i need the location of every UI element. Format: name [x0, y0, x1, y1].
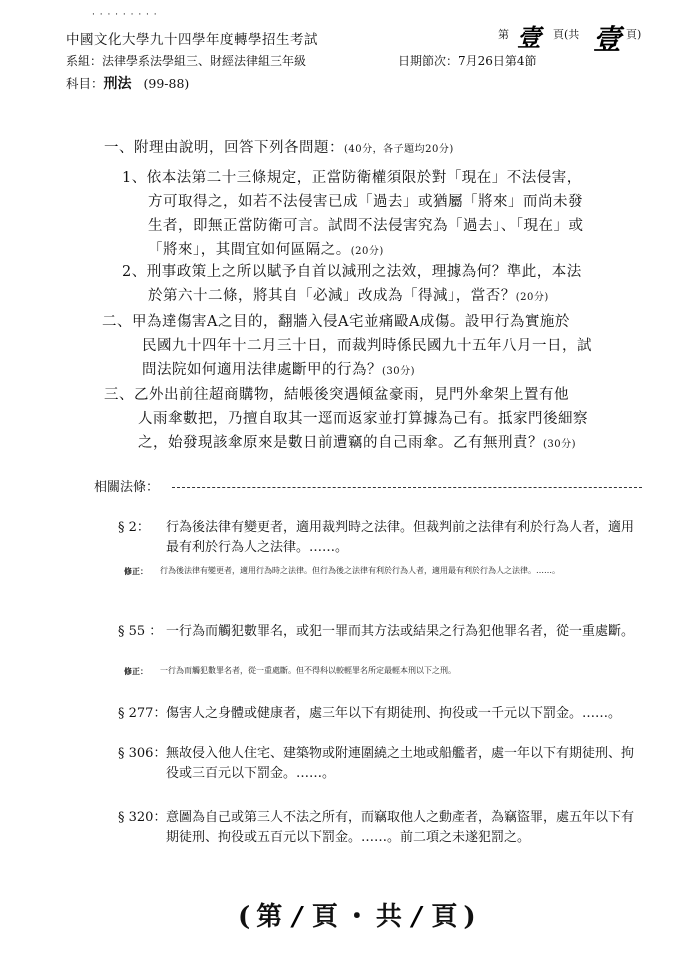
rev-55-text: 一行為而觸犯數罪名者，從一重處斷。但不得科以較輕罪名所定最輕本刑以下之刑。: [160, 666, 456, 675]
subject-code: (99-88): [143, 76, 190, 91]
s2-points: (30分): [382, 366, 416, 377]
page-number-handwritten: 壹: [517, 23, 541, 52]
q1-points: (20分): [350, 246, 384, 257]
rev-2-text: 行為後法律有變更者，適用行為時之法律。但行為後之法律有利於行為人者，適用最有利於行為人之法律。……。: [160, 566, 560, 575]
q1-line-4: 「將來」，其間宜如何區隔之。: [148, 242, 351, 258]
s3-points: (30分): [543, 439, 577, 450]
footer-open: (第: [238, 902, 289, 932]
section-one-points: (40分，各子題均20分): [344, 144, 454, 155]
page-label-ye-end: 頁): [626, 28, 642, 41]
footer-close: 頁): [431, 902, 482, 932]
s3-line-2: 人雨傘數把，乃擅自取其一逕而返家並打算據為己有。抵家門後細察: [138, 411, 588, 427]
laws-divider: [172, 487, 642, 488]
subject-label: 科目：: [66, 76, 104, 91]
subject-line: [66, 73, 189, 93]
s3-line-3: 之，始發現該傘原來是數日前遭竊的自己雨傘。乙有無刑責？: [138, 435, 543, 451]
q1-line-2: 方可取得之，如若不法侵害已成「過去」或猶屬「將來」而尚未發: [148, 194, 583, 210]
section-one-heading-text: 一、附理由說明，回答下列各問題：: [104, 140, 344, 156]
footer-mid: 頁・共: [311, 902, 408, 932]
q2-points: (20分): [515, 292, 549, 303]
section-two: [102, 310, 642, 384]
footer-total-handwritten: /: [411, 902, 428, 932]
s3-line-1: 三、乙外出前往超商購物，結帳後突遇傾盆豪雨，見門外傘架上置有他: [104, 387, 569, 403]
law-55-text: 一行為而觸犯數罪名，或犯一罪而其方法或結果之行為犯他罪名者，從一重處斷。: [166, 624, 635, 639]
department-line: 系組：法律學系法學組三、財經法律組三年級: [66, 54, 307, 68]
law-320-text: 意圖為自己或第三人不法之所有，而竊取他人之動產者，為竊盜罪，處五年以下有期徒刑、拘役或五百元以下罰金。……。前二項之未遂犯罰之。: [166, 810, 635, 845]
section-three: [104, 383, 644, 457]
q2-line-1: 2、刑事政策上之所以賦予自首以減刑之法效，理據為何？準此，本法: [122, 264, 582, 280]
question-1-2: [122, 260, 642, 310]
header-dots: · · · · · · · · ·: [92, 10, 158, 20]
law-2-num: § 2：: [118, 520, 150, 535]
q2-line-2-wrap: [122, 284, 642, 310]
law-320-num: § 320：: [118, 810, 167, 825]
footer-page-marker: [238, 896, 482, 933]
q2-line-2: 於第六十二條，將其自「必減」改成為「得減」，當否？: [148, 288, 516, 304]
rev-55-label: 修正：: [124, 666, 148, 676]
laws-title: 相關法條：: [94, 480, 160, 495]
question-1-1: [122, 166, 642, 264]
subject-name: 刑法: [103, 76, 132, 92]
s2-line-3: 問法院如何適用法律處斷甲的行為？: [142, 362, 382, 378]
date-session: 日期節次：7月26日第4節: [398, 54, 537, 68]
q1-line-3: 生者，即無正當防衛可言。試問不法侵害究為「過去」、「現在」或: [148, 218, 584, 234]
total-pages-handwritten: 壹: [593, 23, 622, 56]
rev-2-label: 修正：: [124, 566, 148, 576]
exam-title: 中國文化大學九十四學年度轉學招生考試: [66, 32, 318, 48]
law-277-text: 傷害人之身體或健康者，處三年以下有期徒刑、拘役或一千元以下罰金。……。: [166, 706, 622, 721]
law-306-num: § 306：: [118, 746, 167, 761]
footer-page-handwritten: /: [292, 902, 308, 932]
s2-line-2: 民國九十四年十二月三十日，而裁判時係民國九十五年八月一日，試: [142, 338, 592, 354]
page-label-ye-gong: 頁(共: [553, 28, 580, 41]
law-2-text: 行為後法律有變更者，適用裁判時之法律。但裁判前之法律有利於行為人者，適用最有利於行為人之法律。……。: [166, 520, 635, 555]
law-55-num: § 55 ：: [118, 624, 163, 639]
law-277-num: § 277：: [118, 706, 167, 721]
s2-line-1: 二、甲為達傷害A之目的，翻牆入侵A宅並痛毆A成傷。設甲行為實施於: [102, 314, 570, 330]
q1-line-1: 1、依本法第二十三條規定，正當防衛權須限於對「現在」不法侵害，: [122, 170, 582, 186]
s2-line-3-wrap: [102, 358, 642, 384]
page-label-di: 第: [498, 28, 509, 41]
s3-line-3-wrap: [104, 431, 644, 457]
law-306-text: 無故侵入他人住宅、建築物或附連圍繞之土地或船艦者，處一年以下有期徒刑、拘役或三百元以下罰金。……。: [166, 746, 635, 781]
section-one-heading: [104, 136, 454, 162]
